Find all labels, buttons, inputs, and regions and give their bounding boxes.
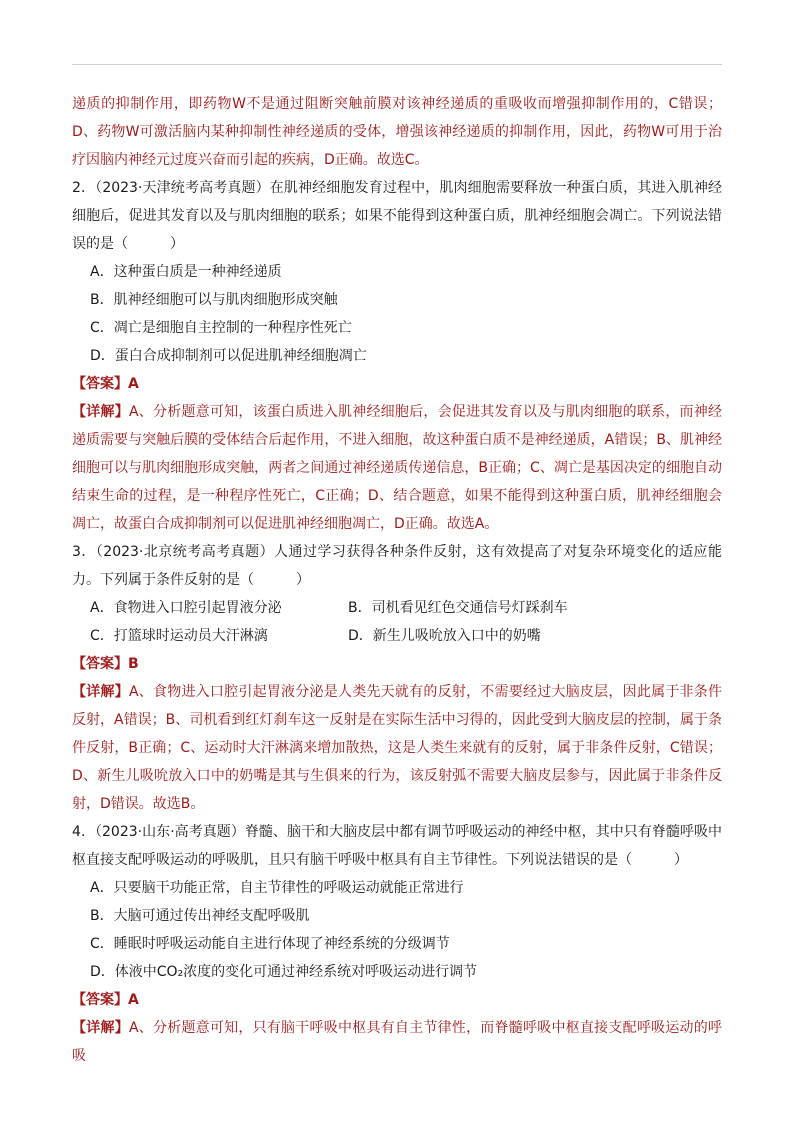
question-3 (72, 538, 722, 818)
answer-label: 【答案】 (72, 992, 128, 1008)
answer-value: A (128, 376, 139, 392)
question-3-stem: 3．（2023·北京统考高考真题）人通过学习获得各种条件反射，这有效提高了对复杂环境变化的适应能力。下列属于条件反射的是（ ） (72, 544, 722, 588)
question-3-option-d: D．新生儿吸吮放入口中的奶嘴 (348, 628, 541, 644)
question-3-option-a: A．食物进入口腔引起胃液分泌 (90, 600, 282, 616)
answer-value: A (128, 992, 139, 1008)
carryover-explanation: 递质的抑制作用，即药物W不是通过阻断突触前膜对该神经递质的重吸收而增强抑制作用的，C错误；D、药物W可激活脑内某种抑制性神经递质的受体，增强该神经递质的抑制作用，因此，药物W可用于治疗因脑内神经元过度兴奋而引起的疾病，D正确。故选C。 (72, 96, 722, 168)
detail-label: 【详解】 (72, 1020, 129, 1036)
detail-text: A、分析题意可知，该蛋白质进入肌神经细胞后，会促进其发育以及与肌肉细胞的联系，而神经递质需要与突触后膜的受体结合后起作用，不进入细胞，故这种蛋白质不是神经递质，A错误；B、肌神经细胞可以与肌肉细胞形成突触，两者之间通过神经递质传递信息，B正确；C、凋亡是基因决定的细胞自动结束生命的过程，是一种程序性死亡，C正确；D、结合题意，如果不能得到这种蛋白质，肌神经细胞会凋亡，故蛋白合成抑制剂可以促进肌神经细胞凋亡，D正确。故选A。 (72, 404, 723, 532)
detail-label: 【详解】 (72, 684, 129, 700)
detail-text: A、食物进入口腔引起胃液分泌是人类先天就有的反射，不需要经过大脑皮层，因此属于非条件反射，A错误；B、司机看到红灯刹车这一反射是在实际生活中习得的，因此受到大脑皮层的控制，属于条件反射，B正确；C、运动时大汗淋漓来增加散热，这是人类生来就有的反射，属于非条件反射，C错误；D、新生儿吸吮放入口中的奶嘴是其与生俱来的行为，该反射弧不需要大脑皮层参与，因此属于非条件反射，D错误。故选B。 (72, 684, 723, 812)
header-rule (72, 64, 722, 65)
question-2-option-c: C．凋亡是细胞自主控制的一种程序性死亡 (90, 320, 352, 336)
question-2-option-a: A．这种蛋白质是一种神经递质 (90, 264, 282, 280)
question-4-option-a: A．只要脑干功能正常，自主节律性的呼吸运动就能正常进行 (90, 880, 464, 896)
question-2-option-d: D．蛋白合成抑制剂可以促进肌神经细胞凋亡 (90, 348, 367, 364)
answer-value: B (128, 656, 139, 672)
question-2-stem: 2．（2023·天津统考高考真题）在肌神经细胞发育过程中，肌肉细胞需要释放一种蛋白质，其进入肌神经细胞后，促进其发育以及与肌肉细胞的联系；如果不能得到这种蛋白质，肌神经细胞会凋亡。下列说法错误的是（ ） (72, 180, 722, 252)
question-2-detail (72, 398, 722, 538)
question-3-options-row-2 (72, 622, 722, 650)
question-2-answer (72, 370, 722, 398)
answer-label: 【答案】 (72, 656, 128, 672)
answer-label: 【答案】 (72, 376, 128, 392)
question-3-options-row-1 (72, 594, 722, 622)
question-4-option-c: C．睡眠时呼吸运动能自主进行体现了神经系统的分级调节 (90, 936, 450, 952)
detail-text: A、分析题意可知，只有脑干呼吸中枢具有自主节律性，而脊髓呼吸中枢直接支配呼吸运动的呼吸 (72, 1020, 723, 1064)
question-4-option-d: D．体液中CO₂浓度的变化可通过神经系统对呼吸运动进行调节 (90, 964, 478, 980)
question-4-option-b: B．大脑可通过传出神经支配呼吸肌 (90, 908, 310, 924)
question-2-option-b: B．肌神经细胞可以与肌肉细胞形成突触 (90, 292, 338, 308)
question-4-answer (72, 986, 722, 1014)
question-4 (72, 818, 722, 1070)
question-3-option-b: B．司机看见红色交通信号灯踩刹车 (348, 600, 568, 616)
question-4-stem: 4．（2023·山东·高考真题）脊髓、脑干和大脑皮层中都有调节呼吸运动的神经中枢，其中只有脊髓呼吸中枢直接支配呼吸运动的呼吸肌，且只有脑干呼吸中枢具有自主节律性。下列说法错误的是（ ） (72, 824, 722, 868)
question-3-answer (72, 650, 722, 678)
question-2 (72, 174, 722, 538)
question-4-detail (72, 1014, 722, 1070)
question-3-detail (72, 678, 722, 818)
page-content (72, 90, 722, 1070)
detail-label: 【详解】 (72, 404, 129, 420)
question-3-option-c: C．打篮球时运动员大汗淋漓 (90, 628, 268, 644)
